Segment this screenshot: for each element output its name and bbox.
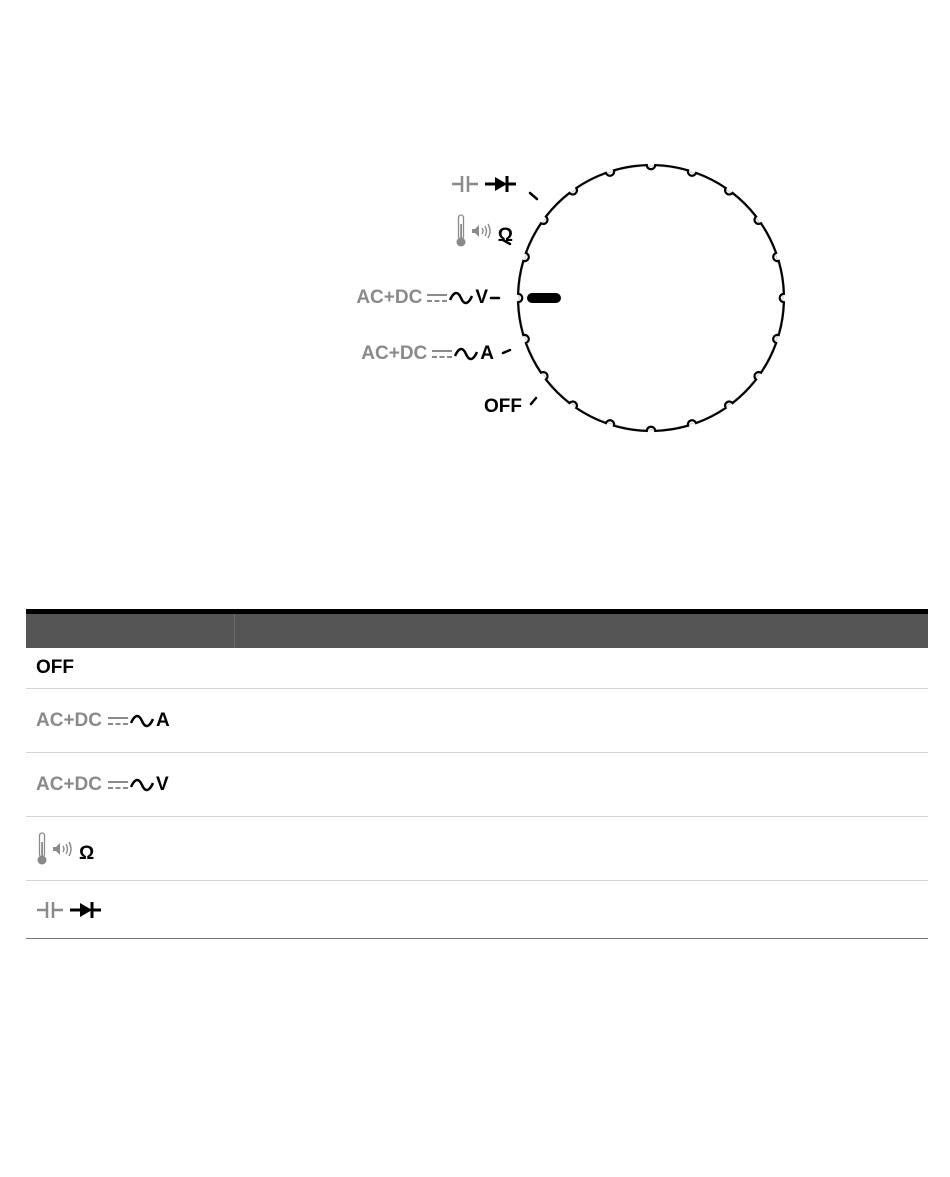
dial-label-resistance [455,214,513,248]
table-row [26,689,928,753]
function-table [26,609,928,939]
table-header-cell [26,612,235,649]
symbol-text-grey: AC+DC [36,773,102,795]
dial-label-text-grey: AC+DC [356,287,423,308]
table-cell-description [235,648,929,689]
dial-label-cap-diode [451,174,517,194]
dial-label-text: V [475,287,488,308]
diode-icon [70,900,102,920]
dial-label-voltage [356,287,488,309]
dc-symbol-icon [427,292,447,304]
dc-symbol-icon [432,348,452,360]
table-cell-description [235,881,929,939]
symbol-text: A [155,709,170,731]
table-row [26,648,928,689]
symbol-text: Ω [79,842,95,864]
tick-off [531,398,536,404]
table-header-row [26,612,928,649]
symbol-text-grey: AC+DC [36,709,102,731]
table-cell-symbol [26,881,235,939]
ac-wave-icon [454,347,478,361]
dial-label-current [361,343,494,365]
ac-wave-icon [130,714,154,728]
symbol-text: OFF [36,657,74,678]
dial-label-text-grey: AC+DC [361,343,428,364]
table-cell-symbol [26,817,235,881]
table-cell-symbol [26,689,235,753]
ac-wave-icon [130,778,154,792]
table-cell-description [235,817,929,881]
tick-current [503,350,510,353]
table-header-cell [235,612,929,649]
dial-label-text: A [480,343,494,364]
table-row [26,753,928,817]
table-cell-description [235,753,929,817]
ac-wave-icon [449,291,473,305]
dial-label-text: OFF [484,396,522,417]
capacitor-icon [36,900,64,920]
dial-label-text: Ω [497,225,513,246]
tick-cap-diode [530,193,537,199]
continuity-sound-icon [471,223,493,239]
capacitor-icon [451,174,479,194]
table-row [26,881,928,939]
table-cell-description [235,689,929,753]
table-row [26,817,928,881]
dc-symbol-icon [108,779,128,791]
dial-pointer [527,293,561,303]
diode-icon [485,174,517,194]
table-cell-symbol [26,648,235,689]
symbol-text: V [155,773,169,795]
continuity-sound-icon [52,841,74,857]
table-cell-symbol [26,753,235,817]
dc-symbol-icon [108,715,128,727]
thermometer-icon [455,214,467,248]
thermometer-icon [36,832,48,866]
dial-label-off [484,396,522,418]
